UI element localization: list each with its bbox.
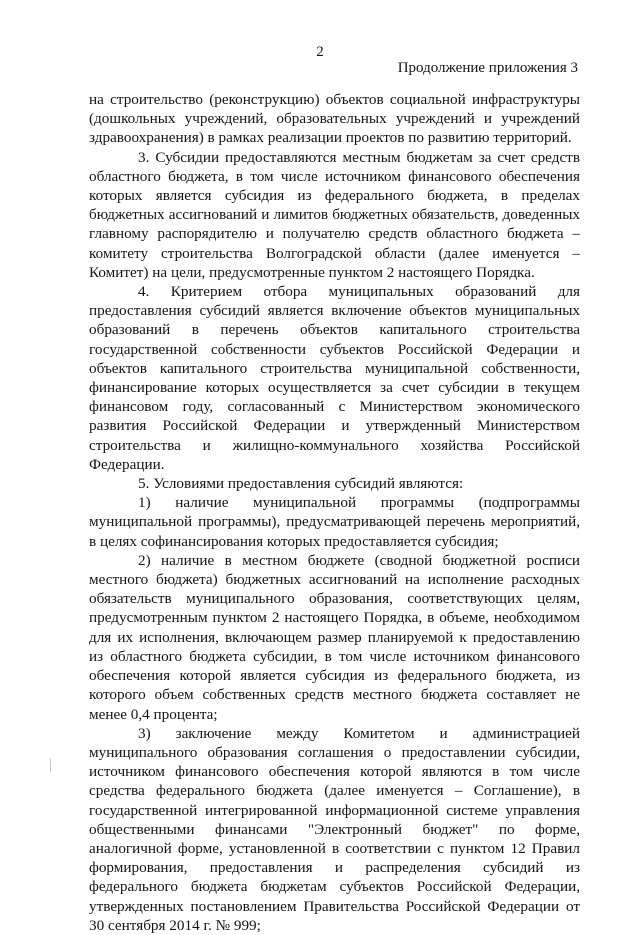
paragraph-item-3: 3. Субсидии предоставляются местным бюджетам за счет средств областного бюджета, в том числе источником финансового обеспечения которых является субсидия из федерального бюджета, в пределах бюджетных ассигнований и лимитов бюджетных обязательств, доведенных главному распорядителю и получателю средств областного бюджета – комитету строительства Волгоградской области (далее именуется – Комитет) на цели, предусмотренные пунктом 2 настоящего Порядка. <box>89 148 580 281</box>
paragraph-subitem-2: 2) наличие в местном бюджете (сводной бюджетной росписи местного бюджета) бюджетных ассигнований на исполнение расходных обязательств муниципального образования, соответствующих целям, предусмотренным пунктом 2 настоящего Порядка, в объеме, необходимом для их исполнения, включающем размер планируемой к предоставлению из областного бюджета субсидии, в том числе источником финансового обеспечения которой является субсидия из федерального бюджета, из которого объем собственных средств местного бюджета составляет не менее 0,4 процента; <box>89 551 580 723</box>
paragraph-item-5: 5. Условиями предоставления субсидий являются: <box>138 475 464 493</box>
appendix-continuation-label: Продолжение приложения 3 <box>397 60 578 76</box>
paragraph-subitem-1: 1) наличие муниципальной программы (подпрограммы муниципальной программы), предусматривающей перечень мероприятий, в целях софинансирования которых предоставляется субсидия; <box>89 494 580 550</box>
margin-scan-mark <box>50 758 51 772</box>
page-number: 2 <box>316 44 324 60</box>
paragraph-continuation: на строительство (реконструкцию) объектов социальной инфраструктуры (дошкольных учреждений, образовательных учреждений и учреждений здравоохранения) в рамках реализации проектов по развитию территорий. <box>89 91 580 147</box>
paragraph-item-4: 4. Критерием отбора муниципальных образований для предоставления субсидий является включение объектов муниципальных образований в перечень объектов капитального строительства государственной собственности субъектов Российской Федерации и объектов капитального строительства муниципальной собственности, финансирование которых осуществляется за счет субсидии в текущем финансовом году, согласованный с Министерством экономического развития Российской Федерации и утвержденный Министерством строительства и жилищно-коммунального хозяйства Российской Федерации. <box>89 283 580 473</box>
document-body <box>89 90 580 935</box>
paragraph-subitem-3: 3) заключение между Комитетом и администрацией муниципального образования соглашения о предоставлении субсидии, источником финансового обеспечения которой являются в том числе средства федерального бюджета (далее именуется – Соглашение), в государственной интегрированной информационной системе управления общественными финансами "Электронный бюджет" по форме, аналогичной форме, установленной в соответствии с пунктом 12 Правил формирования, предоставления и распределения субсидий из федерального бюджета бюджетам субъектов Российской Федерации, утвержденных постановлением Правительства Российской Федерации от 30 сентября 2014 г. № 999; <box>89 724 580 934</box>
